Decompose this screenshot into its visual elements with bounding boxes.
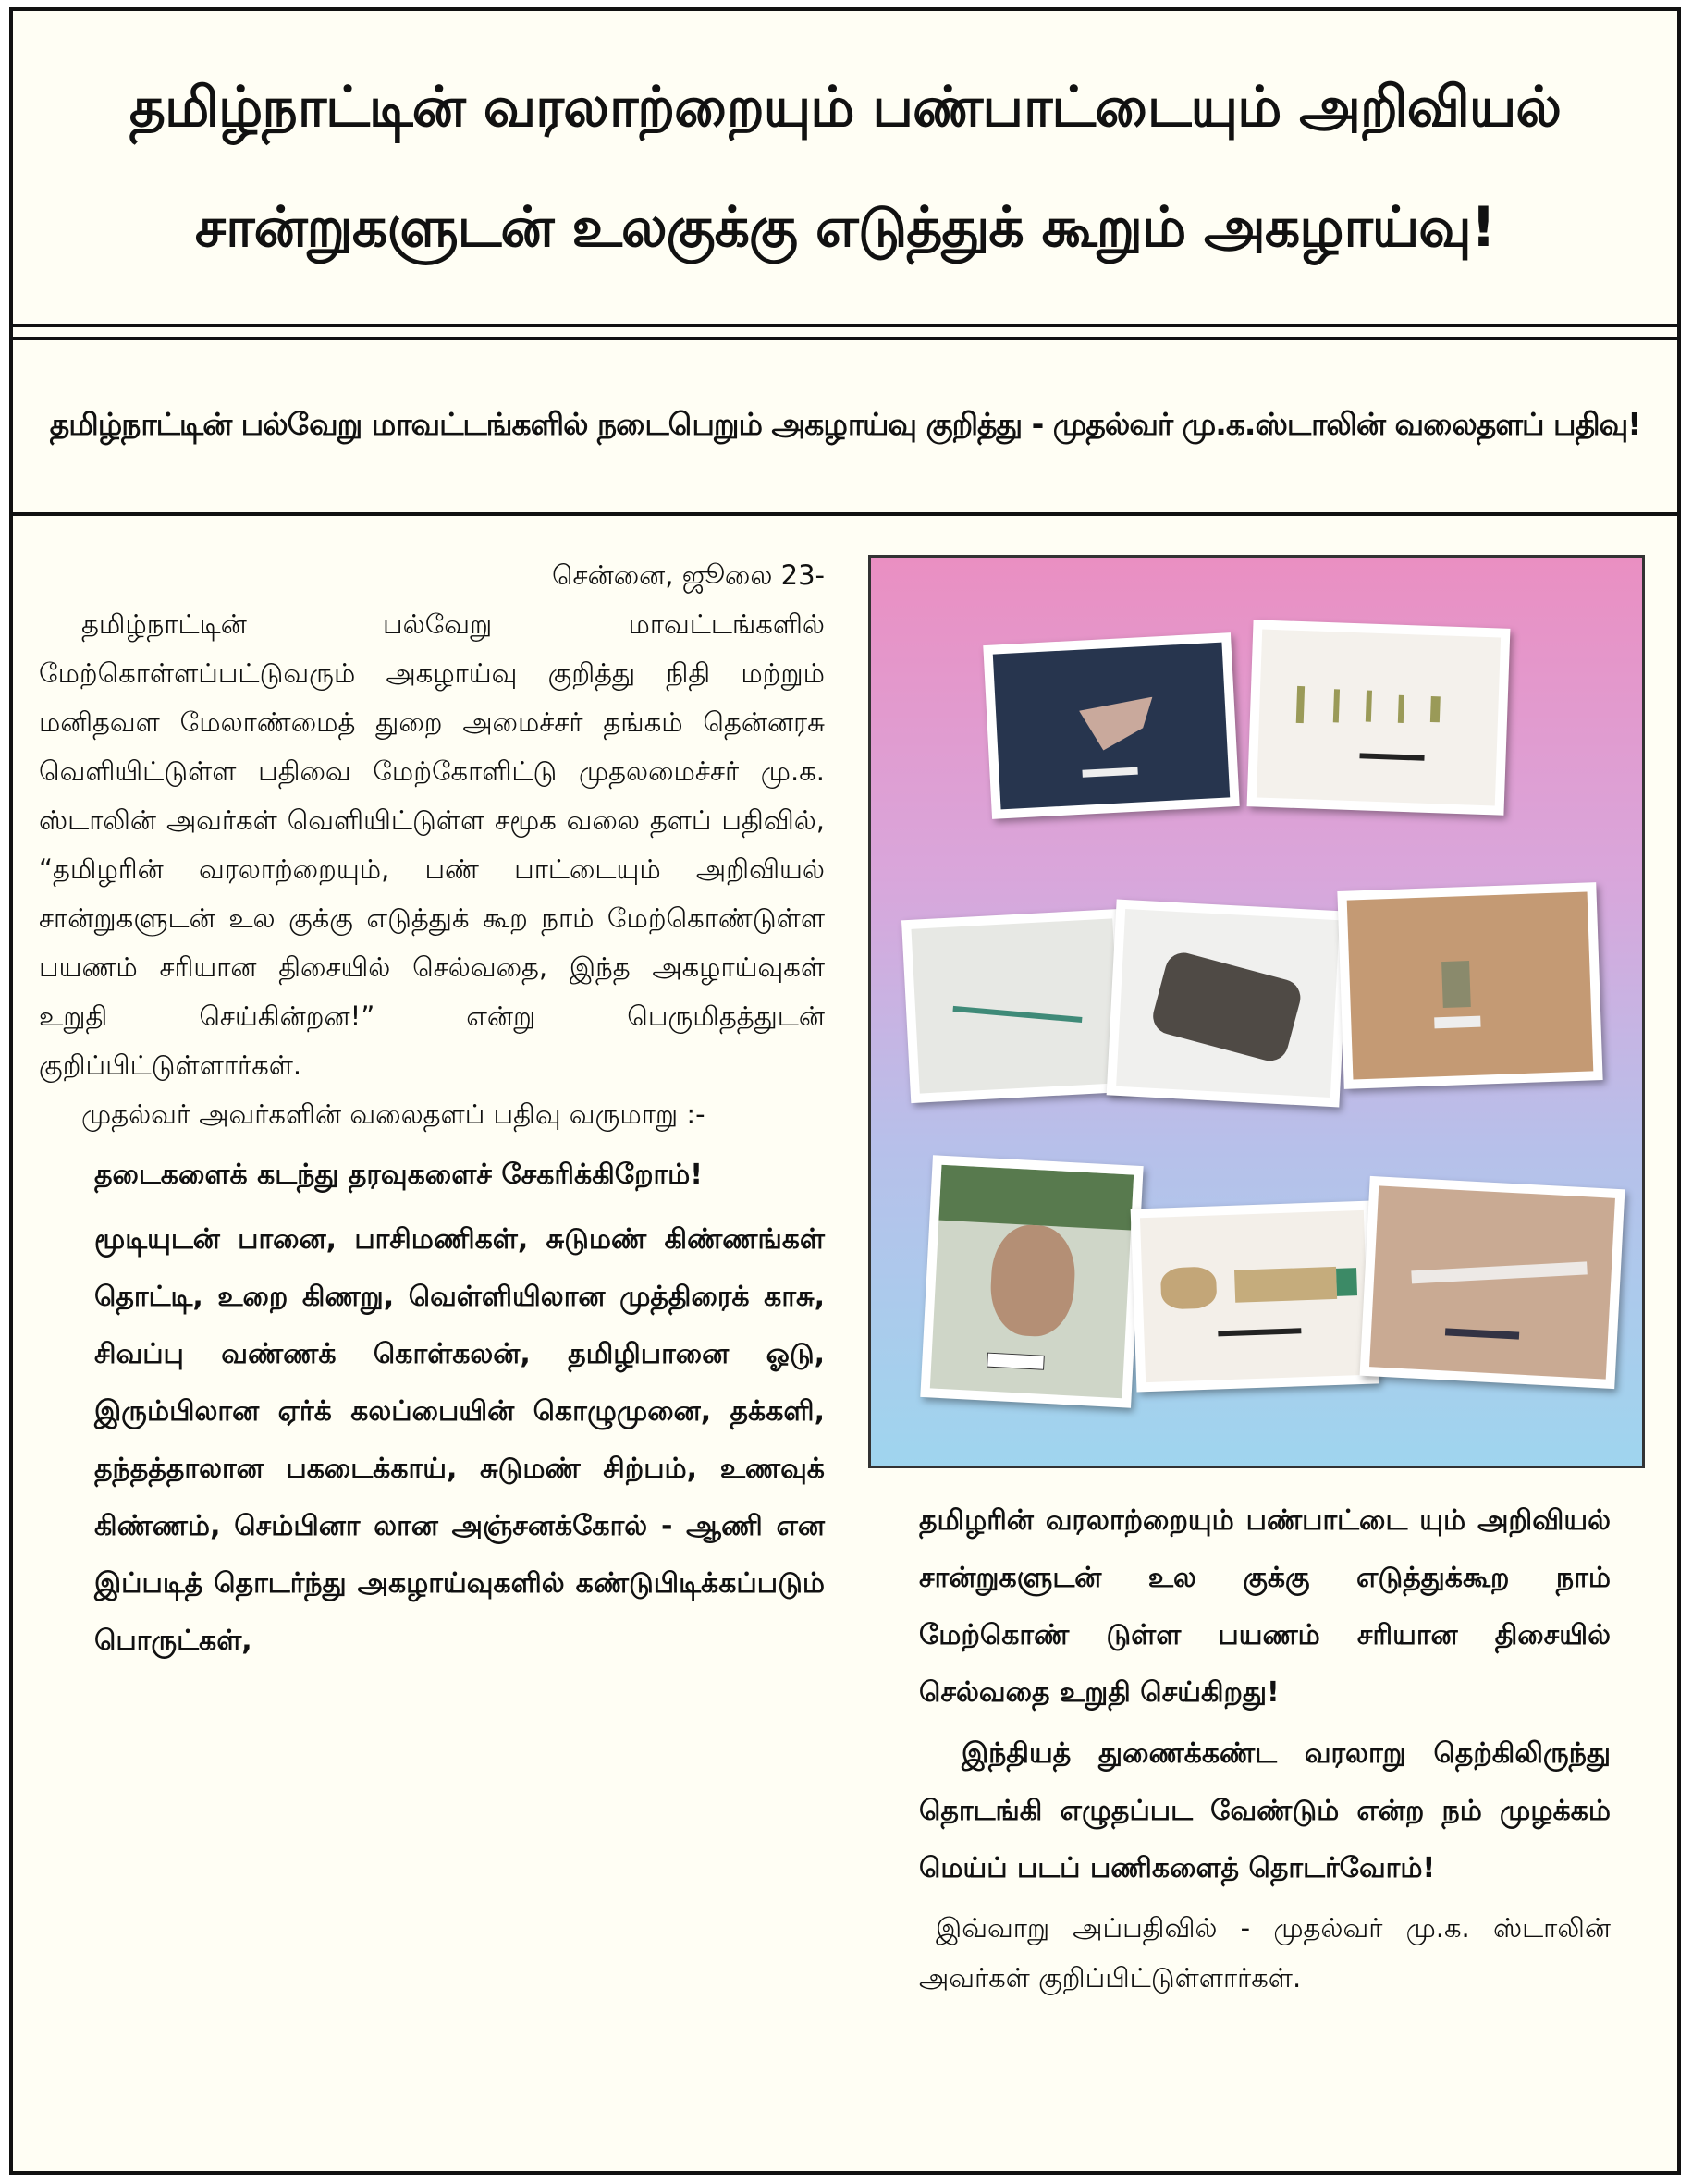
dateline: சென்னை, ஜூலை 23- [551,559,825,591]
headline-box [13,11,1677,327]
artifact-photo-stone-block [1107,900,1350,1108]
headline-line-2: சான்றுகளுடன் உலகுக்கு எடுத்துக் கூறும் அகழாய்வு! [194,195,1496,260]
left-column [39,551,825,1670]
quote-paragraph-4: இந்தியத் துணைக்கண்ட வரலாறு தெற்கிலிருந்து தொடங்கி எழுதப்பட வேண்டும் என்ற நம் முழக்கம் மெய்ப் படப் பணிகளைத் தொடர்வோம்! [919,1737,1611,1884]
artifact-photo-green-rod [901,909,1131,1103]
quote-paragraph-2: மூடியுடன் பானை, பாசிமணிகள், சுடுமண் கிண்ணங்கள் தொட்டி, உறை கிணறு, வெள்ளியிலான முத்திரைக் காசு, சிவப்பு வண்ணக் கொள்கலன், தமிழிபானை ஓடு, இரும்பிலான ஏர்க் கலப்பையின் கொழுமுனை, தக்களி, தந்தத்தாலான பகடைக்காய், சுடுமண் சிற்பம், உணவுக் கிண்ணம், செம்பினா லான அஞ்சனக்கோல் - ஆணி என இப்படித் தொடர்ந்து அகழாய்வுகளில் கண்டுபிடிக்கப்படும் பொருட்கள், [94,1223,825,1657]
subheadline-box [13,337,1677,516]
artifact-photo-collage [868,555,1645,1468]
artifact-photo-ivory-piece [1360,1176,1625,1389]
right-column [919,1492,1611,2003]
artifact-photo-broken-pieces [1131,1200,1379,1392]
artifact-photo-copper-pins [1247,620,1511,816]
intro-paragraph: தமிழ்நாட்டின் பல்வேறு மாவட்டங்களில் மேற்கொள்ளப்பட்டுவரும் அகழாய்வு குறித்து நிதி மற்றும் மனிதவள மேலாண்மைத் துறை அமைச்சர் தங்கம் தென்னரசு வெளியிட்டுள்ள பதிவை மேற்கோளிட்டு முதலமைச்சர் மு.க. ஸ்டாலின் அவர்கள் வெளியிட்டுள்ள சமூக வலை தளப் பதிவில், “தமிழரின் வரலாற்றையும், பண் பாட்டையும் அறிவியல் சான்றுகளுடன் உல குக்கு எடுத்துக் கூற நாம் மேற்கொண்டுள்ள பயணம் சரியான திசையில் செல்வதை, இந்த அகழாய்வுகள் உறுதி செய்கின்றன!” என்று பெருமிதத்துடன் குறிப்பிட்டுள்ளார்கள். [39,608,825,1081]
artifact-photo-excavation-soil [1337,882,1602,1089]
artifact-photo-pottery-shard [983,632,1239,819]
article-body [13,521,1677,2171]
subheadline: தமிழ்நாட்டின் பல்வேறு மாவட்டங்களில் நடைபெறும் அகழாய்வு குறித்து - முதல்வர் மு.க.ஸ்டாலின் வலைதளப் பதிவு! [49,406,1641,442]
quote-paragraph-3: தமிழரின் வரலாற்றையும் பண்பாட்டை யும் அறிவியல் சான்றுகளுடன் உல குக்கு எடுத்துக்கூற நாம் மேற்கொண் டுள்ள பயணம் சரியான திசையில் செல்வதை உறுதி செய்கிறது! [919,1504,1611,1709]
closing-paragraph: இவ்வாறு அப்பதிவில் - முதல்வர் மு.க. ஸ்டாலின் அவர்கள் குறிப்பிட்டுள்ளார்கள். [919,1912,1611,1994]
headline-line-1: தமிழ்நாட்டின் வரலாற்றையும் பண்பாட்டையும் அறிவியல் [129,75,1562,140]
artifact-photo-terracotta-figure [920,1155,1143,1408]
quote-paragraph-1: தடைகளைக் கடந்து தரவுகளைச் சேகரிக்கிறோம்! [94,1159,703,1191]
newspaper-page [9,7,1681,2175]
post-intro-paragraph: முதல்வர் அவர்களின் வலைதளப் பதிவு வருமாறு :- [81,1098,705,1130]
